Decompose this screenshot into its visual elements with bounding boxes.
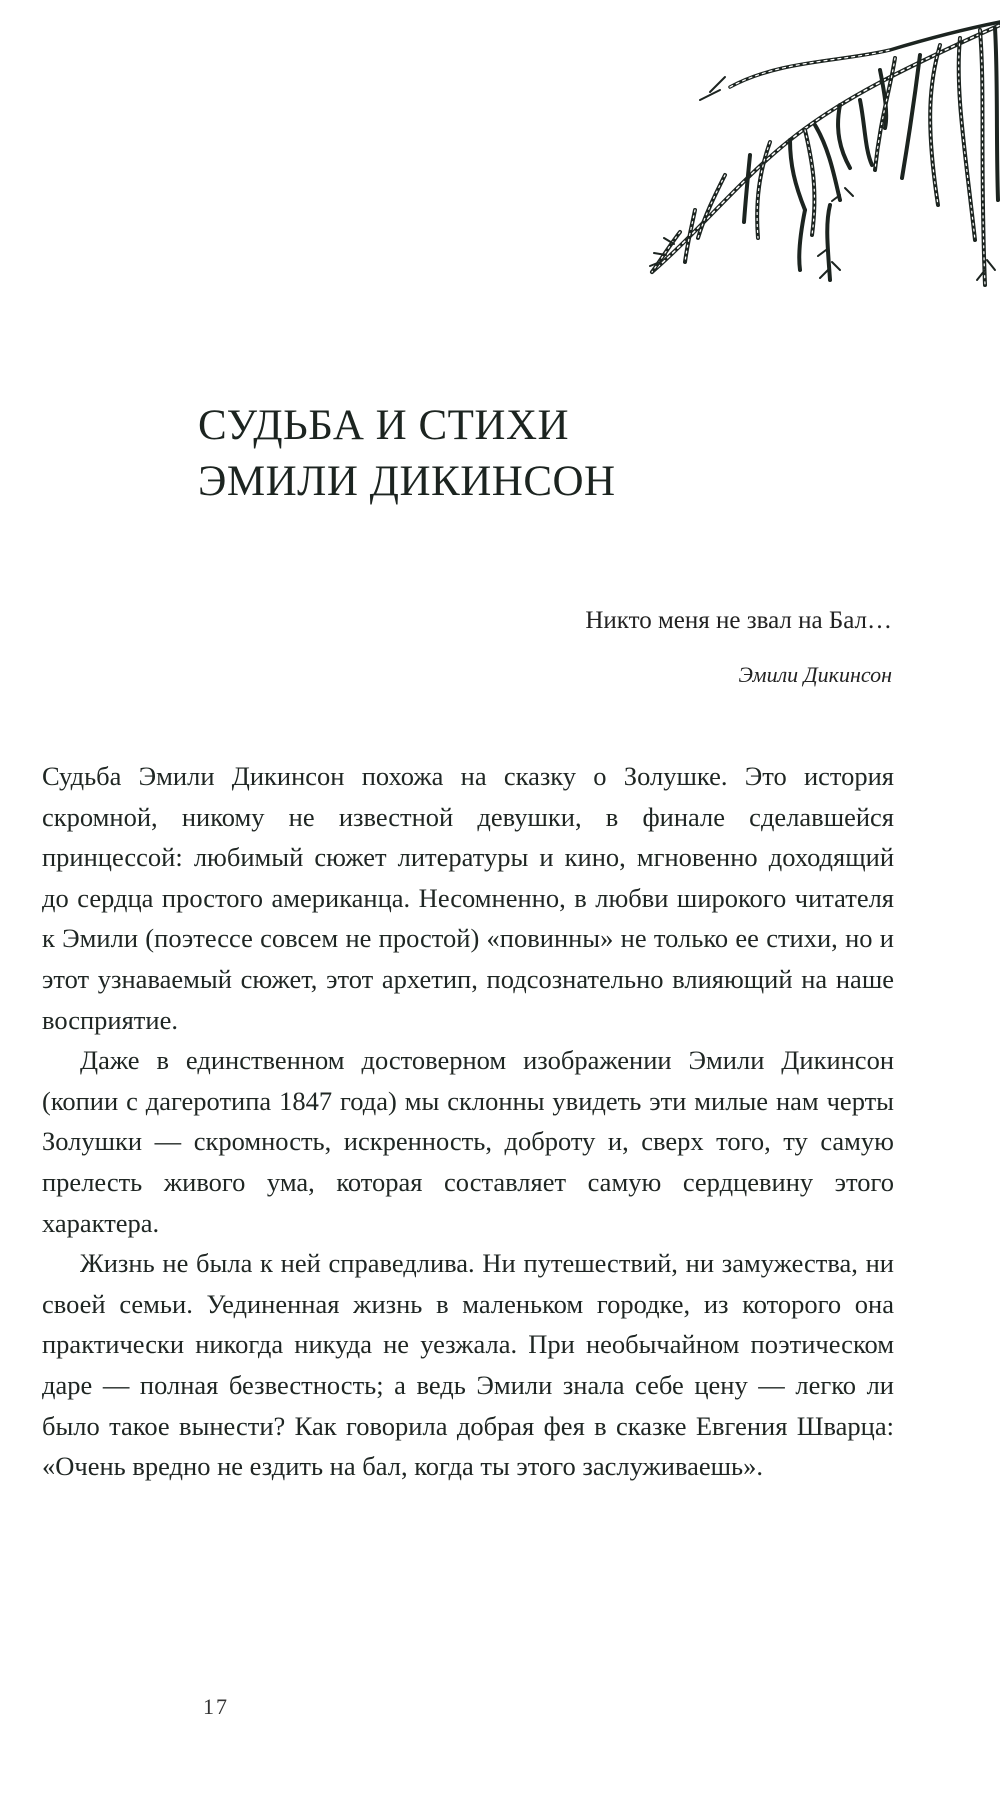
epigraph-text: Никто меня не звал на Бал… xyxy=(585,607,892,634)
pine-branch-icon xyxy=(640,0,1000,300)
chapter-title-line-2: ЭМИЛИ ДИКИНСОН xyxy=(198,458,616,505)
paragraph: Жизнь не была к ней справедлива. Ни путешествий, ни замужества, ни своей семьи. Уединенная жизнь в маленьком городке, из которого она практически никогда никуда не уезжала. При необычайном поэтическом даре — полная безвестность; а ведь Эмили знала себе цену — легко ли было такое вынести? Как говорила добрая фея в сказке Евгения Шварца: «Очень вредно не ездить на бал, когда ты этого заслуживаешь». xyxy=(42,1248,894,1482)
page-number: 17 xyxy=(203,1694,229,1719)
epigraph-author: Эмили Дикинсон xyxy=(738,662,892,687)
epigraph xyxy=(585,606,892,690)
chapter-title-line-1: СУДЬБА И СТИХИ xyxy=(198,402,570,449)
chapter-body xyxy=(42,756,894,1487)
paragraph: Судьба Эмили Дикинсон похожа на сказку о Золушке. Это история скромной, никому не известной девушки, в финале сделавшейся принцессой: любимый сюжет литературы и кино, мгновенно доходящий до сердца простого американца. Несомненно, в любви широкого читателя к Эмили (поэтессе совсем не простой) «повинны» не только ее стихи, но и этот узнаваемый сюжет, этот архетип, подсознательно влияющий на наше восприятие. xyxy=(42,761,894,1035)
paragraph: Даже в единственном достоверном изображении Эмили Дикинсон (копии с дагеротипа 1847 года) мы склонны увидеть эти милые нам черты Золушки — скромность, искренность, доброту и, сверх того, ту самую прелесть живого ума, которая составляет самую сердцевину этого характера. xyxy=(42,1045,894,1238)
chapter-title xyxy=(198,398,616,510)
